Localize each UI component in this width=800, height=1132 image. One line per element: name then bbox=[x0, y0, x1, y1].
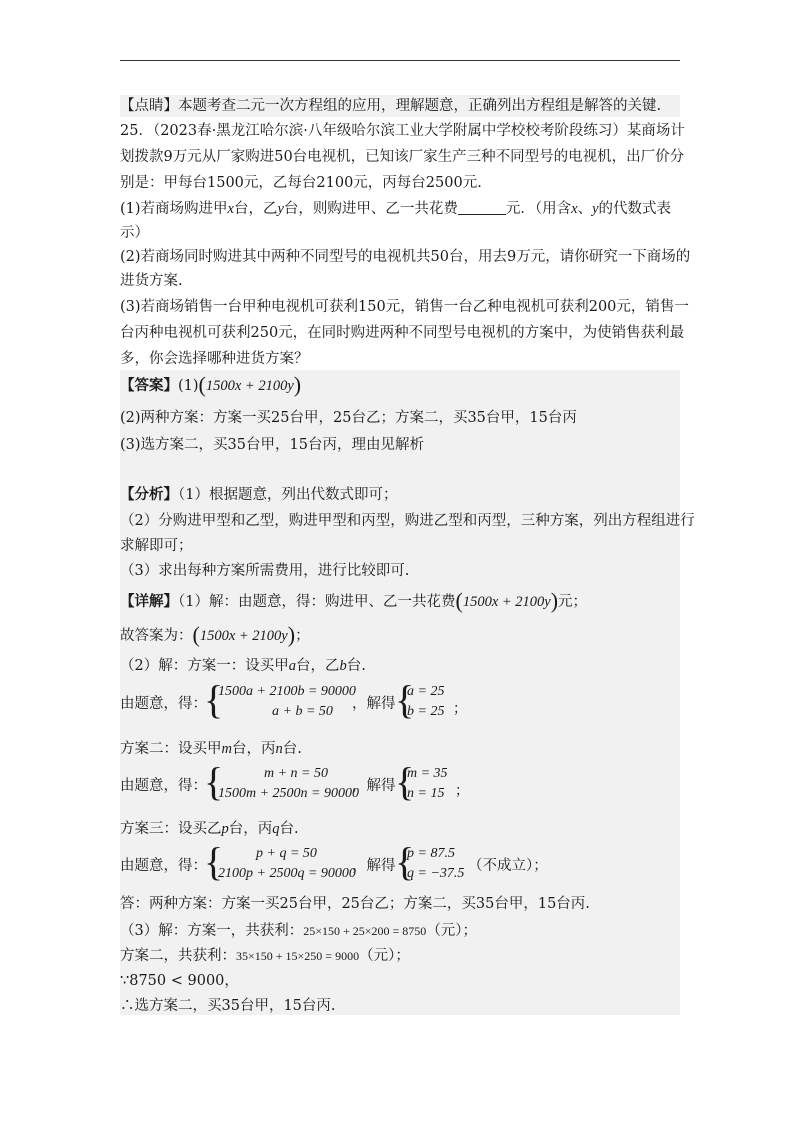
solution-1: { a = 25 b = 25 ； bbox=[395, 677, 467, 722]
conclusion-line: 答：两种方案：方案一买25台甲，25台乙；方案二，买35台甲，15台丙. bbox=[120, 896, 590, 912]
analysis-tag: 【分析】 bbox=[120, 486, 178, 503]
var-n: n bbox=[275, 741, 283, 757]
solution-2: { m = 35 n = 15 ； bbox=[395, 759, 469, 804]
sys2-eq2: 1500m + 2500n = 90000 bbox=[218, 786, 360, 801]
invalid-note: （不成立）； bbox=[468, 858, 548, 874]
answer-is-expr: 1500x + 2100y bbox=[199, 628, 288, 644]
profit-2-unit: （元）； bbox=[359, 948, 410, 964]
plan1-text-b: 台，乙 bbox=[295, 658, 340, 674]
profit-2-line bbox=[120, 945, 410, 967]
profit-2-expr: 35×150 + 15×250 = 9000 bbox=[236, 949, 360, 963]
question-line-1: 25．（2023春·黑龙江哈尔滨·八年级哈尔滨工业大学附属中学校校考阶段练习）某商场计 bbox=[120, 123, 685, 139]
answer-blank bbox=[458, 200, 506, 215]
because-line: ∵8750 < 9000， bbox=[120, 973, 239, 989]
var-x: x bbox=[571, 201, 578, 217]
profit-1-expr: 25×150 + 25×200 = 8750 bbox=[303, 924, 427, 938]
part1-text-b: 台，乙 bbox=[233, 201, 278, 217]
var-q: q bbox=[272, 821, 280, 837]
answer-tag: 【答案】 bbox=[120, 377, 178, 394]
part3-line-3: 多，你会选择哪种进货方案？ bbox=[120, 351, 309, 367]
sys1-eq1: 1500a + 2100b = 90000 bbox=[218, 684, 356, 699]
detail-1: （1）解：由题意，得：购进甲、乙一共花费 bbox=[178, 594, 456, 610]
sys1-intro: 由题意，得： bbox=[120, 696, 207, 712]
sol1-a: a = 25 bbox=[407, 684, 445, 699]
semicolon: ； bbox=[455, 784, 469, 799]
profit-1-label: （3）解：方案一，共获利： bbox=[120, 923, 304, 939]
var-y: y bbox=[277, 201, 284, 217]
var-y: y bbox=[592, 201, 599, 217]
sol1-b: b = 25 bbox=[407, 704, 445, 719]
sys3-eq2: 2100p + 2500q = 90000 bbox=[218, 866, 356, 881]
part1-line-1 bbox=[120, 198, 671, 220]
part1-line-2: 示） bbox=[120, 225, 149, 241]
analysis-1: （1）根据题意，列出代数式即可； bbox=[178, 487, 398, 503]
sol2-m: m = 35 bbox=[407, 766, 448, 781]
part1-text-c: 台，则购进甲、乙一共花费 bbox=[283, 201, 458, 217]
part1-text-f: 的代数式表 bbox=[598, 201, 672, 217]
semicolon: ； bbox=[295, 628, 310, 644]
profit-1-unit: （元）； bbox=[426, 923, 478, 939]
plan3-text-c: 台. bbox=[279, 821, 299, 837]
header-rule bbox=[120, 60, 680, 61]
part1-text-e: 、 bbox=[577, 201, 593, 217]
var-p: p bbox=[221, 821, 229, 837]
sys3-intro: 由题意，得： bbox=[120, 858, 207, 874]
var-b: b bbox=[339, 658, 347, 674]
therefore-line: ∴选方案二，买35台甲，15台丙. bbox=[120, 998, 336, 1014]
part3-line-1: (3)若商场销售一台甲种电视机可获利150元，销售一台乙种电视机可获利200元，销售一 bbox=[120, 299, 689, 315]
dianjing-line: 【点睛】本题考查二元一次方程组的应用，理解题意，正确列出方程组是解答的关键. bbox=[120, 98, 662, 114]
system-1: { 1500a + 2100b = 90000 a + b = 50 bbox=[204, 677, 356, 722]
sys1-eq2: a + b = 50 bbox=[272, 704, 333, 719]
answer-is-label: 故答案为： bbox=[120, 628, 193, 644]
question-line-2: 划拨款9万元从厂家购进50台电视机，已知该厂家生产三种不同型号的电视机，出厂价分 bbox=[120, 149, 685, 165]
plan1-text-c: 台. bbox=[346, 658, 366, 674]
analysis-line-4: （3）求出每种方案所需费用，进行比较即可. bbox=[120, 563, 410, 579]
answer-1-prefix: (1) bbox=[178, 378, 199, 394]
sys3-eq1: p + q = 50 bbox=[256, 846, 317, 861]
answer-is-line: 故答案为：(1500x + 2100y)； bbox=[120, 622, 310, 647]
answer-line-1: 【答案】(1)(1500x + 2100y) bbox=[120, 372, 302, 397]
plan2-text-c: 台. bbox=[282, 741, 302, 757]
answer-1-expr: 1500x + 2100y bbox=[205, 378, 294, 394]
part2-line-1: (2)若商场同时购进其中两种不同型号的电视机共50台，用去9万元，请你研究一下商场的 bbox=[120, 249, 691, 265]
detail-tag: 【详解】 bbox=[120, 593, 178, 610]
plan3-text-a: 方案三：设买乙 bbox=[120, 821, 222, 837]
var-x: x bbox=[227, 201, 234, 217]
sys2-intro: 由题意，得： bbox=[120, 778, 207, 794]
sys2-eq1: m + n = 50 bbox=[264, 766, 329, 781]
sys3-solve-label: ，解得 bbox=[352, 858, 396, 874]
sys1-solve-label: ，解得 bbox=[352, 696, 396, 712]
plan1-text-a: （2）解：方案一：设买甲 bbox=[120, 658, 289, 674]
part1-text-d: 元．（用含 bbox=[505, 201, 572, 217]
part3-line-2: 台丙种电视机可获利250元，在同时购进两种不同型号电视机的方案中，为使销售获利最 bbox=[120, 325, 685, 341]
question-line-3: 别是：甲每台1500元，乙每台2100元，丙每台2500元. bbox=[120, 175, 482, 191]
plan2-text-a: 方案二：设买甲 bbox=[120, 741, 222, 757]
system-3: { p + q = 50 2100p + 2500q = 90000 bbox=[204, 839, 356, 884]
part2-line-2: 进货方案. bbox=[120, 273, 183, 289]
profit-1-line bbox=[120, 920, 477, 942]
plan3-text-b: 台，丙 bbox=[228, 821, 273, 837]
sol3-p: p = 87.5 bbox=[407, 846, 455, 861]
detail-line-1: 【详解】（1）解：由题意，得：购进甲、乙一共花费(1500x + 2100y)元； bbox=[120, 588, 588, 613]
part1-text-a: (1)若商场购进甲 bbox=[120, 201, 228, 217]
detail-expr: 1500x + 2100y bbox=[462, 594, 551, 610]
analysis-line-3: 求解即可； bbox=[120, 538, 193, 554]
plan2-text-b: 台，丙 bbox=[231, 741, 276, 757]
var-m: m bbox=[221, 741, 232, 757]
plan1-line bbox=[120, 655, 366, 677]
profit-2-label: 方案二，共获利： bbox=[120, 948, 236, 964]
var-a: a bbox=[288, 658, 296, 674]
analysis-line-1 bbox=[120, 484, 397, 506]
solution-3: { p = 87.5 q = −37.5 bbox=[395, 839, 465, 884]
system-2: { m + n = 50 1500m + 2500n = 90000 bbox=[204, 759, 360, 804]
sys2-solve-label: ，解得 bbox=[352, 778, 396, 794]
semicolon: ； bbox=[453, 702, 467, 717]
sol2-n: n = 15 bbox=[407, 786, 445, 801]
analysis-line-2: （2）分购进甲型和乙型，购进甲型和丙型，购进乙型和丙型，三种方案，列出方程组进行 bbox=[120, 513, 695, 529]
detail-unit: 元； bbox=[558, 594, 588, 610]
plan2-line bbox=[120, 738, 302, 760]
answer-line-3: (3)选方案二，买35台甲，15台丙，理由见解析 bbox=[120, 437, 424, 453]
plan3-line bbox=[120, 818, 299, 840]
answer-line-2: (2)两种方案：方案一买25台甲，25台乙；方案二，买35台甲，15台丙 bbox=[120, 410, 577, 426]
sol3-q: q = −37.5 bbox=[407, 866, 465, 881]
